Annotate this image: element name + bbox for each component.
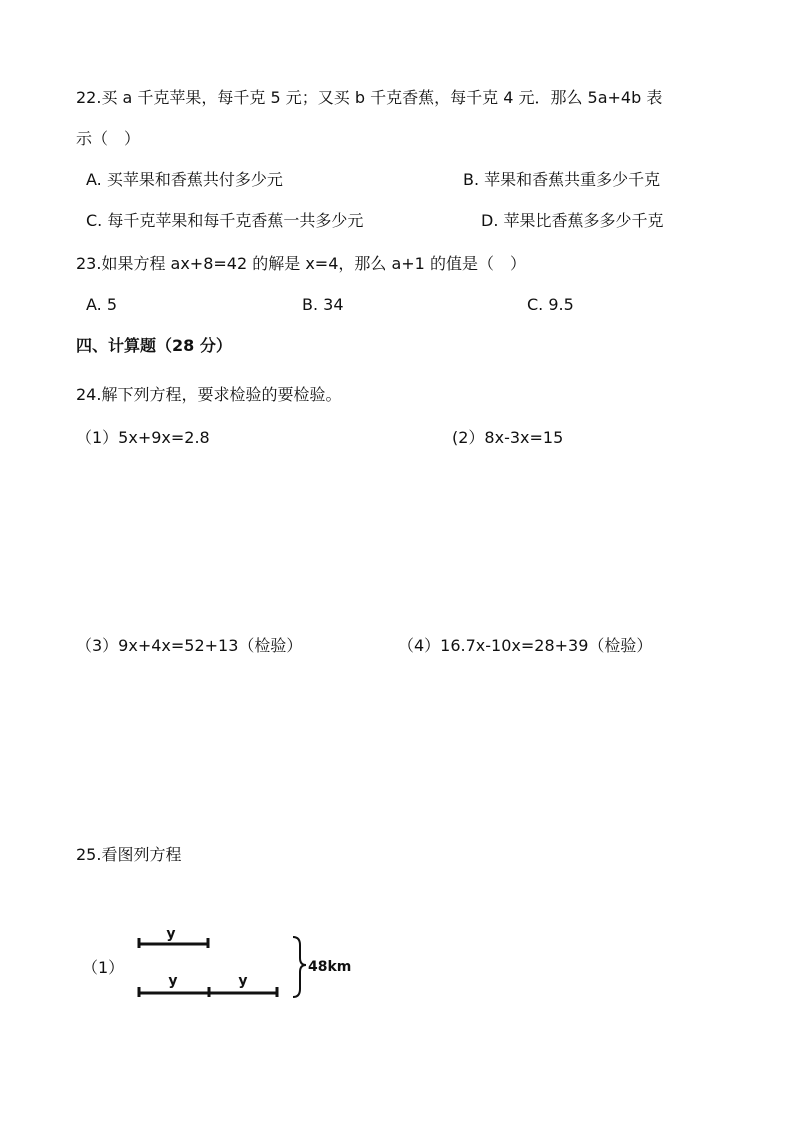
q22-option-b: B. 苹果和香蕉共重多少千克 [463,170,661,189]
q24-part4: （4）16.7x-10x=28+39（检验） [398,636,653,655]
q24-part3: （3）9x+4x=52+13（检验） [76,636,303,655]
q23-option-b: B. 34 [302,295,344,314]
q23-option-a: A. 5 [86,295,118,314]
q23-stem: 23.如果方程 ax+8=42 的解是 x=4，那么 a+1 的值是（ ） [76,254,526,273]
q24-part1: （1）5x+9x=2.8 [76,428,210,447]
q24-part2: (2）8x-3x=15 [452,428,564,447]
q22-option-d: D. 苹果比香蕉多多少千克 [481,211,664,230]
q25-stem: 25.看图列方程 [76,845,182,864]
section-title: 四、计算题（28 分） [76,336,232,355]
q22-stem-line2: 示（ ） [76,129,141,148]
top-segment-label: y [166,926,176,942]
total-brace [293,937,306,997]
q22-stem-line1: 22.买 a 千克苹果，每千克 5 元；又买 b 千克香蕉，每千克 4 元．那么 5a+4b 表 [76,88,663,107]
q23-option-c: C. 9.5 [527,295,574,314]
q25-part1-label: （1） [82,958,125,977]
bottom-right-label: y [238,973,248,989]
total-length-label: 48km [308,959,352,975]
bottom-left-label: y [168,973,178,989]
q22-option-c: C. 每千克苹果和每千克香蕉一共多少元 [86,211,364,230]
q22-option-a: A. 买苹果和香蕉共付多少元 [86,170,283,189]
q24-stem: 24.解下列方程，要求检验的要检验。 [76,385,342,404]
